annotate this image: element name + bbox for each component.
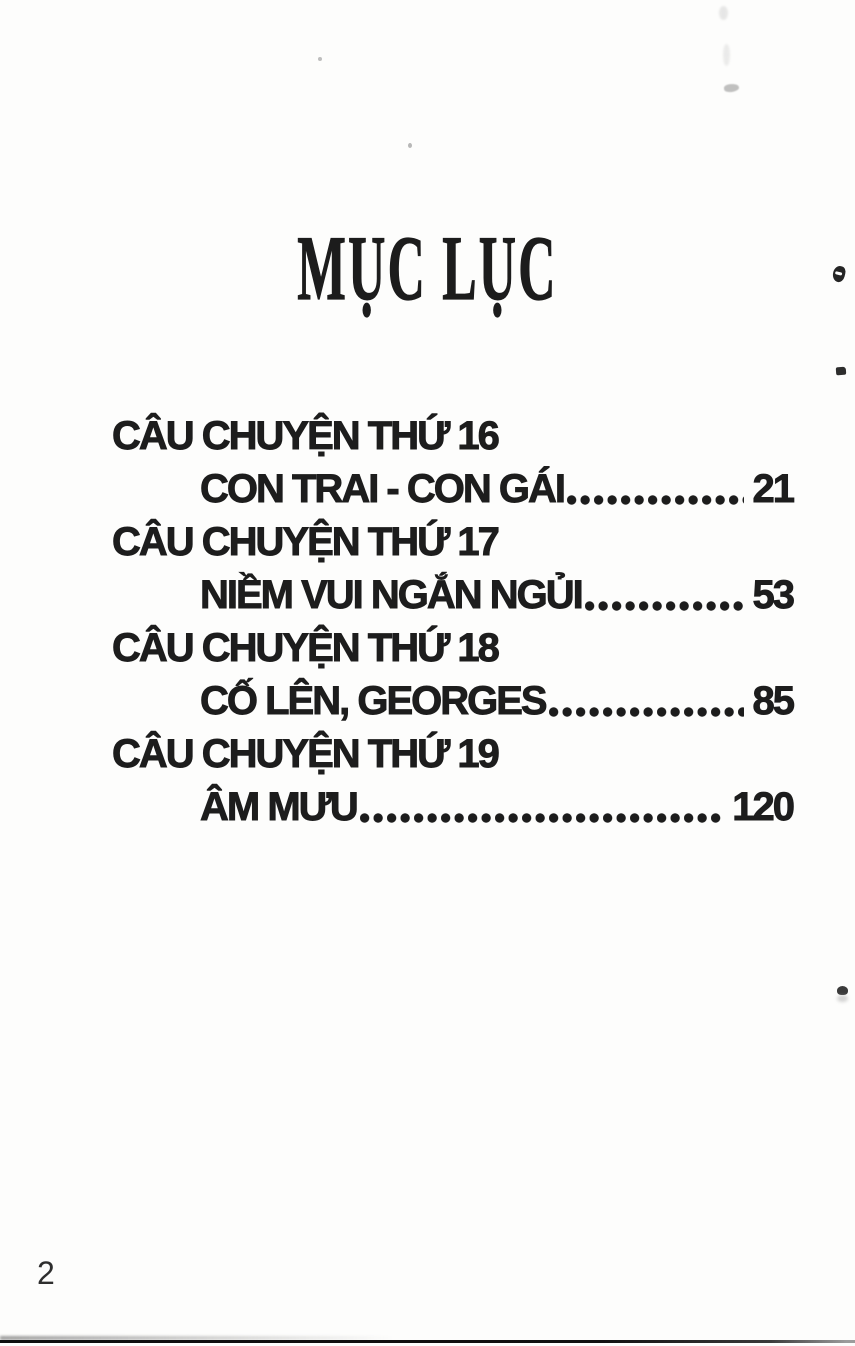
scan-ink-blot [836,367,847,376]
page-reference: 21 [752,467,793,511]
scan-smudge [719,6,728,20]
toc-entry [112,622,793,728]
page-reference: 120 [732,785,793,829]
dot-leader [549,707,744,717]
toc-title-line [112,463,793,516]
page-title: MỤC LỤC [297,217,558,319]
dot-leader [585,601,744,611]
chapter-heading: CÂU CHUYỆN THỨ 18 [112,626,498,670]
scan-smudge [723,44,730,66]
chapter-heading: CÂU CHUYỆN THỨ 17 [112,520,498,564]
dot-leader [567,495,744,505]
scan-edge-line [0,1340,855,1343]
chapter-heading: CÂU CHUYỆN THỨ 16 [112,414,498,458]
scan-speck [408,143,412,148]
scan-ink-blot [831,265,847,283]
chapter-title: ÂM MƯU [200,785,357,829]
chapter-heading: CÂU CHUYỆN THỨ 19 [112,732,498,776]
toc-entry [112,410,793,516]
chapter-title: CON TRAI - CON GÁI [200,467,564,511]
scan-speck [318,57,322,61]
toc-entry [112,516,793,622]
dot-leader [360,813,724,823]
toc-title-line [112,675,793,728]
chapter-title: NIỀM VUI NGẮN NGỦI [200,573,582,617]
toc-entry [112,728,793,834]
table-of-contents [112,410,793,834]
toc-title-line [112,569,793,622]
scan-ink-blot [837,986,848,995]
page-reference: 53 [752,573,793,617]
toc-title-line [112,781,793,834]
page-reference: 85 [752,679,793,723]
chapter-title: CỐ LÊN, GEORGES [200,679,546,723]
scan-smudge [724,83,740,93]
folio-page-number: 2 [37,1255,55,1291]
